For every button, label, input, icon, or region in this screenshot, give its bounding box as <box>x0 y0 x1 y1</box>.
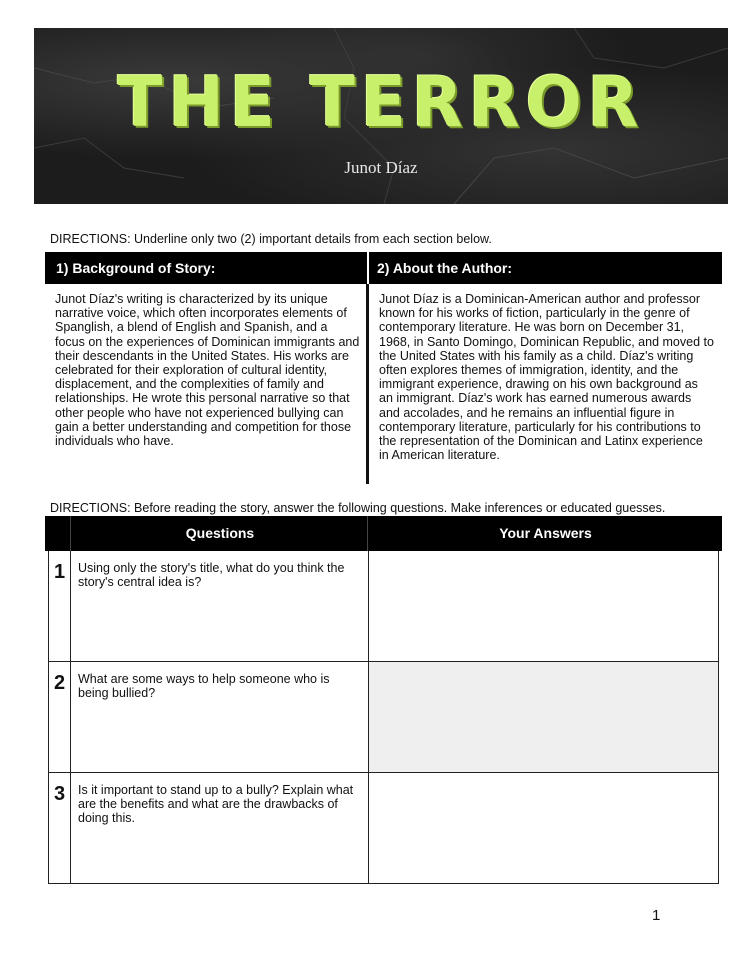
answers-column-header: Your Answers <box>499 525 592 541</box>
answer-cell[interactable] <box>369 662 718 772</box>
question-text: Using only the story's title, what do you think the story's central idea is? <box>71 551 369 661</box>
question-row <box>48 773 719 884</box>
title-banner <box>34 28 728 204</box>
author-header: 2) About the Author: <box>367 252 722 284</box>
question-row <box>48 551 719 662</box>
answer-cell[interactable] <box>369 551 718 661</box>
question-number: 1 <box>49 551 71 661</box>
question-text: Is it important to stand up to a bully? Explain what are the benefits and what are the drawbacks of doing this. <box>71 773 369 883</box>
questions-table-header <box>45 516 722 551</box>
header-separator <box>70 516 71 551</box>
directions-underline: DIRECTIONS: Underline only two (2) important details from each section below. <box>50 232 492 246</box>
question-number: 2 <box>49 662 71 772</box>
question-row <box>48 662 719 773</box>
question-text: What are some ways to help someone who is being bullied? <box>71 662 369 772</box>
info-table <box>45 252 722 484</box>
directions-questions: DIRECTIONS: Before reading the story, answer the following questions. Make inferences or educated guesses. <box>50 501 666 515</box>
answer-cell[interactable] <box>369 773 718 883</box>
author-text: Junot Díaz is a Dominican-American author and professor known for his works of fiction, particularly in the genre of contemporary literature. He was born on December 31, 1968, in Santo Domingo, Dominican Republic, and moved to the United States with his family as a child. Díaz's writing often explores themes of immigration, identity, and the immigrant experience, drawing on his own background as an immigrant. Díaz's work has earned numerous awards and accolades, and he remains an influential figure in contemporary literature, particularly for his contributions to the representation of the Dominican and Latinx experience in American literature. <box>379 292 714 463</box>
column-divider <box>366 284 369 484</box>
question-number: 3 <box>49 773 71 883</box>
background-header: 1) Background of Story: <box>45 252 367 284</box>
author-name: Junot Díaz <box>344 158 418 177</box>
background-text: Junot Díaz's writing is characterized by its unique narrative voice, which often incorporates elements of Spanglish, a blend of English and Spanish, and a focus on the experiences of Dominican immigrants and their descendants in the United States. His works are celebrated for their exploration of cultural identity, displacement, and the complexities of family and relationships. He wrote this personal narrative so that other people who have not experienced bullying can gain a better understanding and competition for those individuals who have. <box>55 292 360 449</box>
questions-column-header: Questions <box>185 525 255 541</box>
page-number: 1 <box>652 907 661 924</box>
story-title: THE TERROR <box>117 62 645 143</box>
header-separator <box>367 516 368 551</box>
